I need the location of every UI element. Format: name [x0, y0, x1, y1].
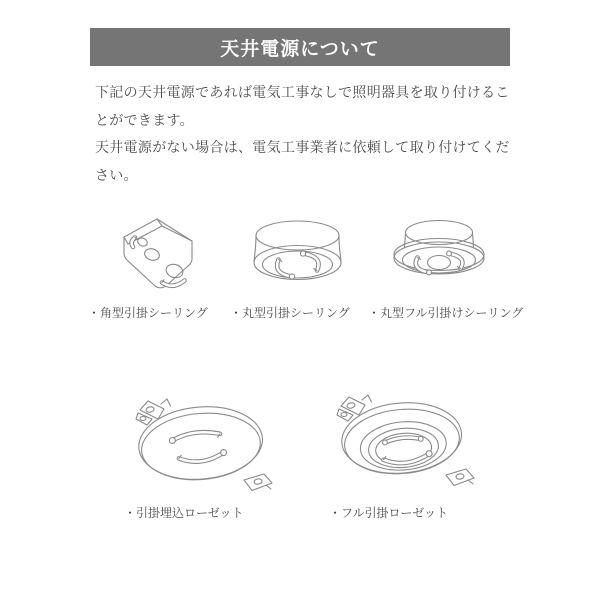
intro-line-1: 下記の天井電源であれば電気工事なしで照明器具を取り付けるこ	[95, 84, 510, 100]
round-hook-ceiling-drawing	[247, 215, 348, 299]
figure-label-round-hook-ceiling: ・丸型引掛シーリング	[230, 306, 350, 320]
section-title: 天井電源について	[220, 38, 380, 60]
intro-text	[95, 79, 519, 189]
hook-embedded-rosette-drawing	[128, 397, 274, 497]
figure-label-square-hook-ceiling: ・角型引掛シーリング	[88, 306, 208, 320]
figure-label-round-full-hook-ceiling: ・丸型フル引掛けシーリング	[368, 306, 524, 320]
intro-line-3: 天井電源がない場合は、電気工事業者に依頼して取り付けてくだ	[95, 139, 510, 155]
intro-line-2: とができます。	[95, 111, 194, 128]
section-title-banner	[90, 28, 510, 66]
intro-line-4: さい。	[95, 166, 138, 183]
round-full-hook-ceiling-drawing	[391, 216, 487, 294]
full-hook-rosette-drawing	[328, 394, 476, 492]
figure-label-hook-embedded-rosette: ・引掛埋込ローゼット	[124, 506, 244, 520]
square-hook-ceiling-drawing	[116, 209, 202, 301]
figure-label-full-hook-rosette: ・フル引掛ローゼット	[329, 506, 449, 520]
